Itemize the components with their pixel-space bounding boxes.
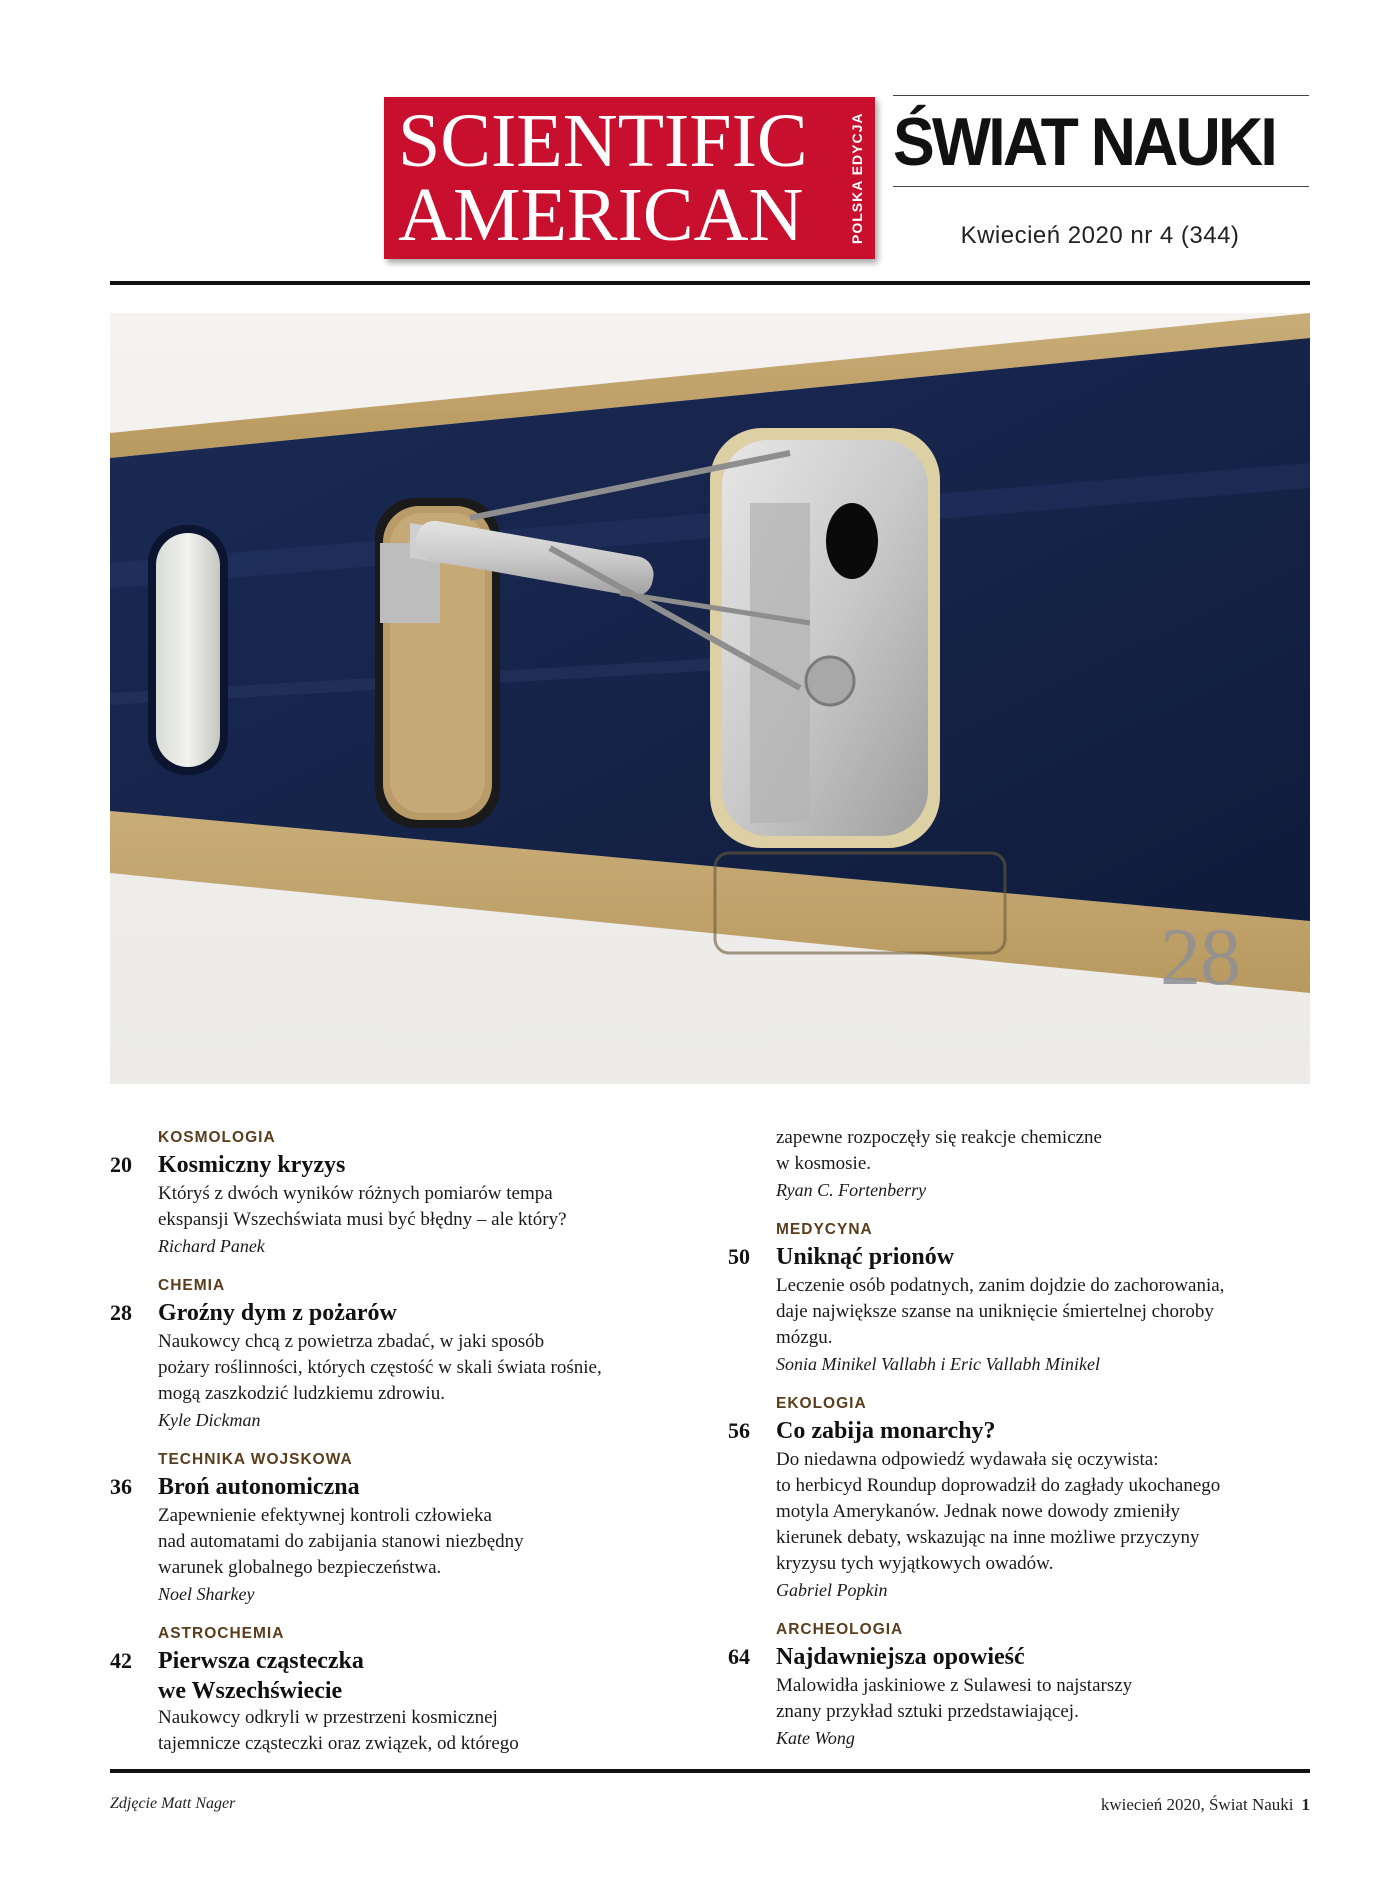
toc-entry-technika-wojskowa[interactable]: [110, 1449, 670, 1607]
entry-title-line-2: we Wszechświecie: [158, 1678, 343, 1704]
entry-description-line: zapewne rozpoczęły się reakcje chemiczne: [776, 1127, 1102, 1148]
entry-category: CHEMIA: [158, 1277, 226, 1294]
logo-line-2: AMERICAN: [398, 173, 804, 257]
toc-entry-medycyna[interactable]: [728, 1219, 1288, 1377]
entry-description-line: kierunek debaty, wskazując na inne możliwe przyczyny: [776, 1527, 1200, 1548]
entry-title: Najdawniejsza opowieść: [776, 1644, 1025, 1670]
entry-category: EKOLOGIA: [776, 1395, 867, 1412]
entry-description-line: kryzysu tych wyjątkowych owadów.: [776, 1553, 1054, 1574]
entry-description-line: mogą zaszkodzić ludzkiemu zdrowiu.: [158, 1383, 446, 1404]
entry-description-line: w kosmosie.: [776, 1153, 871, 1174]
toc-entry-chemia[interactable]: [110, 1275, 670, 1433]
entry-description-line: znany przykład sztuki przedstawiającej.: [776, 1701, 1079, 1722]
divider-bottom: [110, 1769, 1310, 1773]
footer-page-number: 1: [1301, 1795, 1310, 1814]
photo-page-number: 28: [1160, 911, 1240, 1002]
masthead-rule-bottom: [893, 186, 1309, 187]
entry-title: Uniknąć prionów: [776, 1244, 955, 1270]
entry-title: Broń autonomiczna: [158, 1474, 360, 1500]
entry-page-number: 28: [110, 1300, 132, 1325]
entry-page-number: 20: [110, 1152, 132, 1177]
entry-description-line: tajemnicze cząsteczki oraz związek, od którego: [158, 1733, 519, 1754]
entry-description-line: to herbicyd Roundup doprowadził do zagłady ukochanego: [776, 1475, 1221, 1496]
entry-author: Gabriel Popkin: [776, 1580, 888, 1600]
entry-title: Groźny dym z pożarów: [158, 1300, 397, 1326]
entry-title: Co zabija monarchy?: [776, 1418, 996, 1444]
entry-author: Ryan C. Fortenberry: [776, 1180, 927, 1200]
issue-label: Kwiecień 2020 nr 4 (344): [960, 222, 1240, 249]
entry-author: Kate Wong: [776, 1728, 855, 1748]
entry-category: ARCHEOLOGIA: [776, 1621, 904, 1638]
entry-description-line: Naukowcy odkryli w przestrzeni kosmicznej: [158, 1707, 498, 1728]
toc-entry-ekologia[interactable]: [728, 1393, 1288, 1603]
toc-entry-kosmologia[interactable]: [110, 1127, 670, 1259]
footer-issue-text: kwiecień 2020, Świat Nauki: [1100, 1795, 1294, 1814]
masthead-rule-top: [893, 95, 1309, 96]
divider-top: [110, 281, 1310, 285]
magazine-title: [893, 100, 1276, 184]
entry-category: ASTROCHEMIA: [158, 1625, 285, 1642]
toc-entry-astrochemia[interactable]: [110, 1623, 670, 1757]
entry-description-line: Leczenie osób podatnych, zanim dojdzie do zachorowania,: [776, 1275, 1225, 1296]
toc-right-column: [728, 1125, 1288, 1751]
entry-category: TECHNIKA WOJSKOWA: [158, 1451, 353, 1468]
entry-description-line: Malowidła jaskiniowe z Sulawesi to najstarszy: [776, 1675, 1133, 1696]
entry-description-line: Do niedawna odpowiedź wydawała się oczywista:: [776, 1449, 1159, 1470]
logo-line-1: SCIENTIFIC: [398, 99, 808, 183]
entry-page-number: 56: [728, 1418, 750, 1443]
toc-entry-archeologia[interactable]: [728, 1619, 1288, 1751]
entry-page-number: 42: [110, 1648, 132, 1673]
toc-entry-astrochemia-continued[interactable]: [728, 1125, 1288, 1203]
entry-description-line: pożary roślinności, których częstość w skali świata rośnie,: [158, 1357, 602, 1378]
entry-description-line: motyla Amerykanów. Jednak nowe dowody zmieniły: [776, 1501, 1181, 1522]
entry-category: MEDYCYNA: [776, 1221, 873, 1238]
entry-author: Kyle Dickman: [158, 1410, 261, 1430]
entry-title: Pierwsza cząsteczka: [158, 1648, 364, 1674]
entry-page-number: 36: [110, 1474, 132, 1499]
entry-description-line: mózgu.: [776, 1327, 833, 1348]
logo-vertical-text: POLSKA EDYCJA: [849, 112, 865, 244]
entry-description-line: ekspansji Wszechświata musi być błędny – ale który?: [158, 1209, 567, 1230]
entry-author: Richard Panek: [158, 1236, 265, 1256]
entry-author: Noel Sharkey: [158, 1584, 255, 1604]
entry-description-line: daje największe szanse na uniknięcie śmiertelnej choroby: [776, 1301, 1214, 1322]
entry-description-line: Zapewnienie efektywnej kontroli człowieka: [158, 1505, 492, 1526]
photo-credit: Zdjęcie Matt Nager: [110, 1795, 236, 1812]
cover-photo: [110, 313, 1310, 1084]
entry-description-line: Naukowcy chcą z powietrza zbadać, w jaki sposób: [158, 1331, 545, 1352]
entry-description-line: warunek globalnego bezpieczeństwa.: [158, 1557, 442, 1578]
entry-title: Kosmiczny kryzys: [158, 1152, 346, 1178]
magazine-title-text: ŚWIAT NAUKI: [893, 104, 1276, 180]
scientific-american-logo: [384, 97, 875, 259]
entry-description-line: nad automatami do zabijania stanowi niezbędny: [158, 1531, 524, 1552]
entry-page-number: 64: [728, 1644, 750, 1669]
entry-category: KOSMOLOGIA: [158, 1129, 276, 1146]
footer-issue: [1101, 1795, 1310, 1815]
toc-left-column: [110, 1127, 670, 1757]
entry-page-number: 50: [728, 1244, 750, 1269]
entry-description-line: Któryś z dwóch wyników różnych pomiarów tempa: [158, 1183, 553, 1204]
entry-author: Sonia Minikel Vallabh i Eric Vallabh Minikel: [776, 1354, 1100, 1374]
